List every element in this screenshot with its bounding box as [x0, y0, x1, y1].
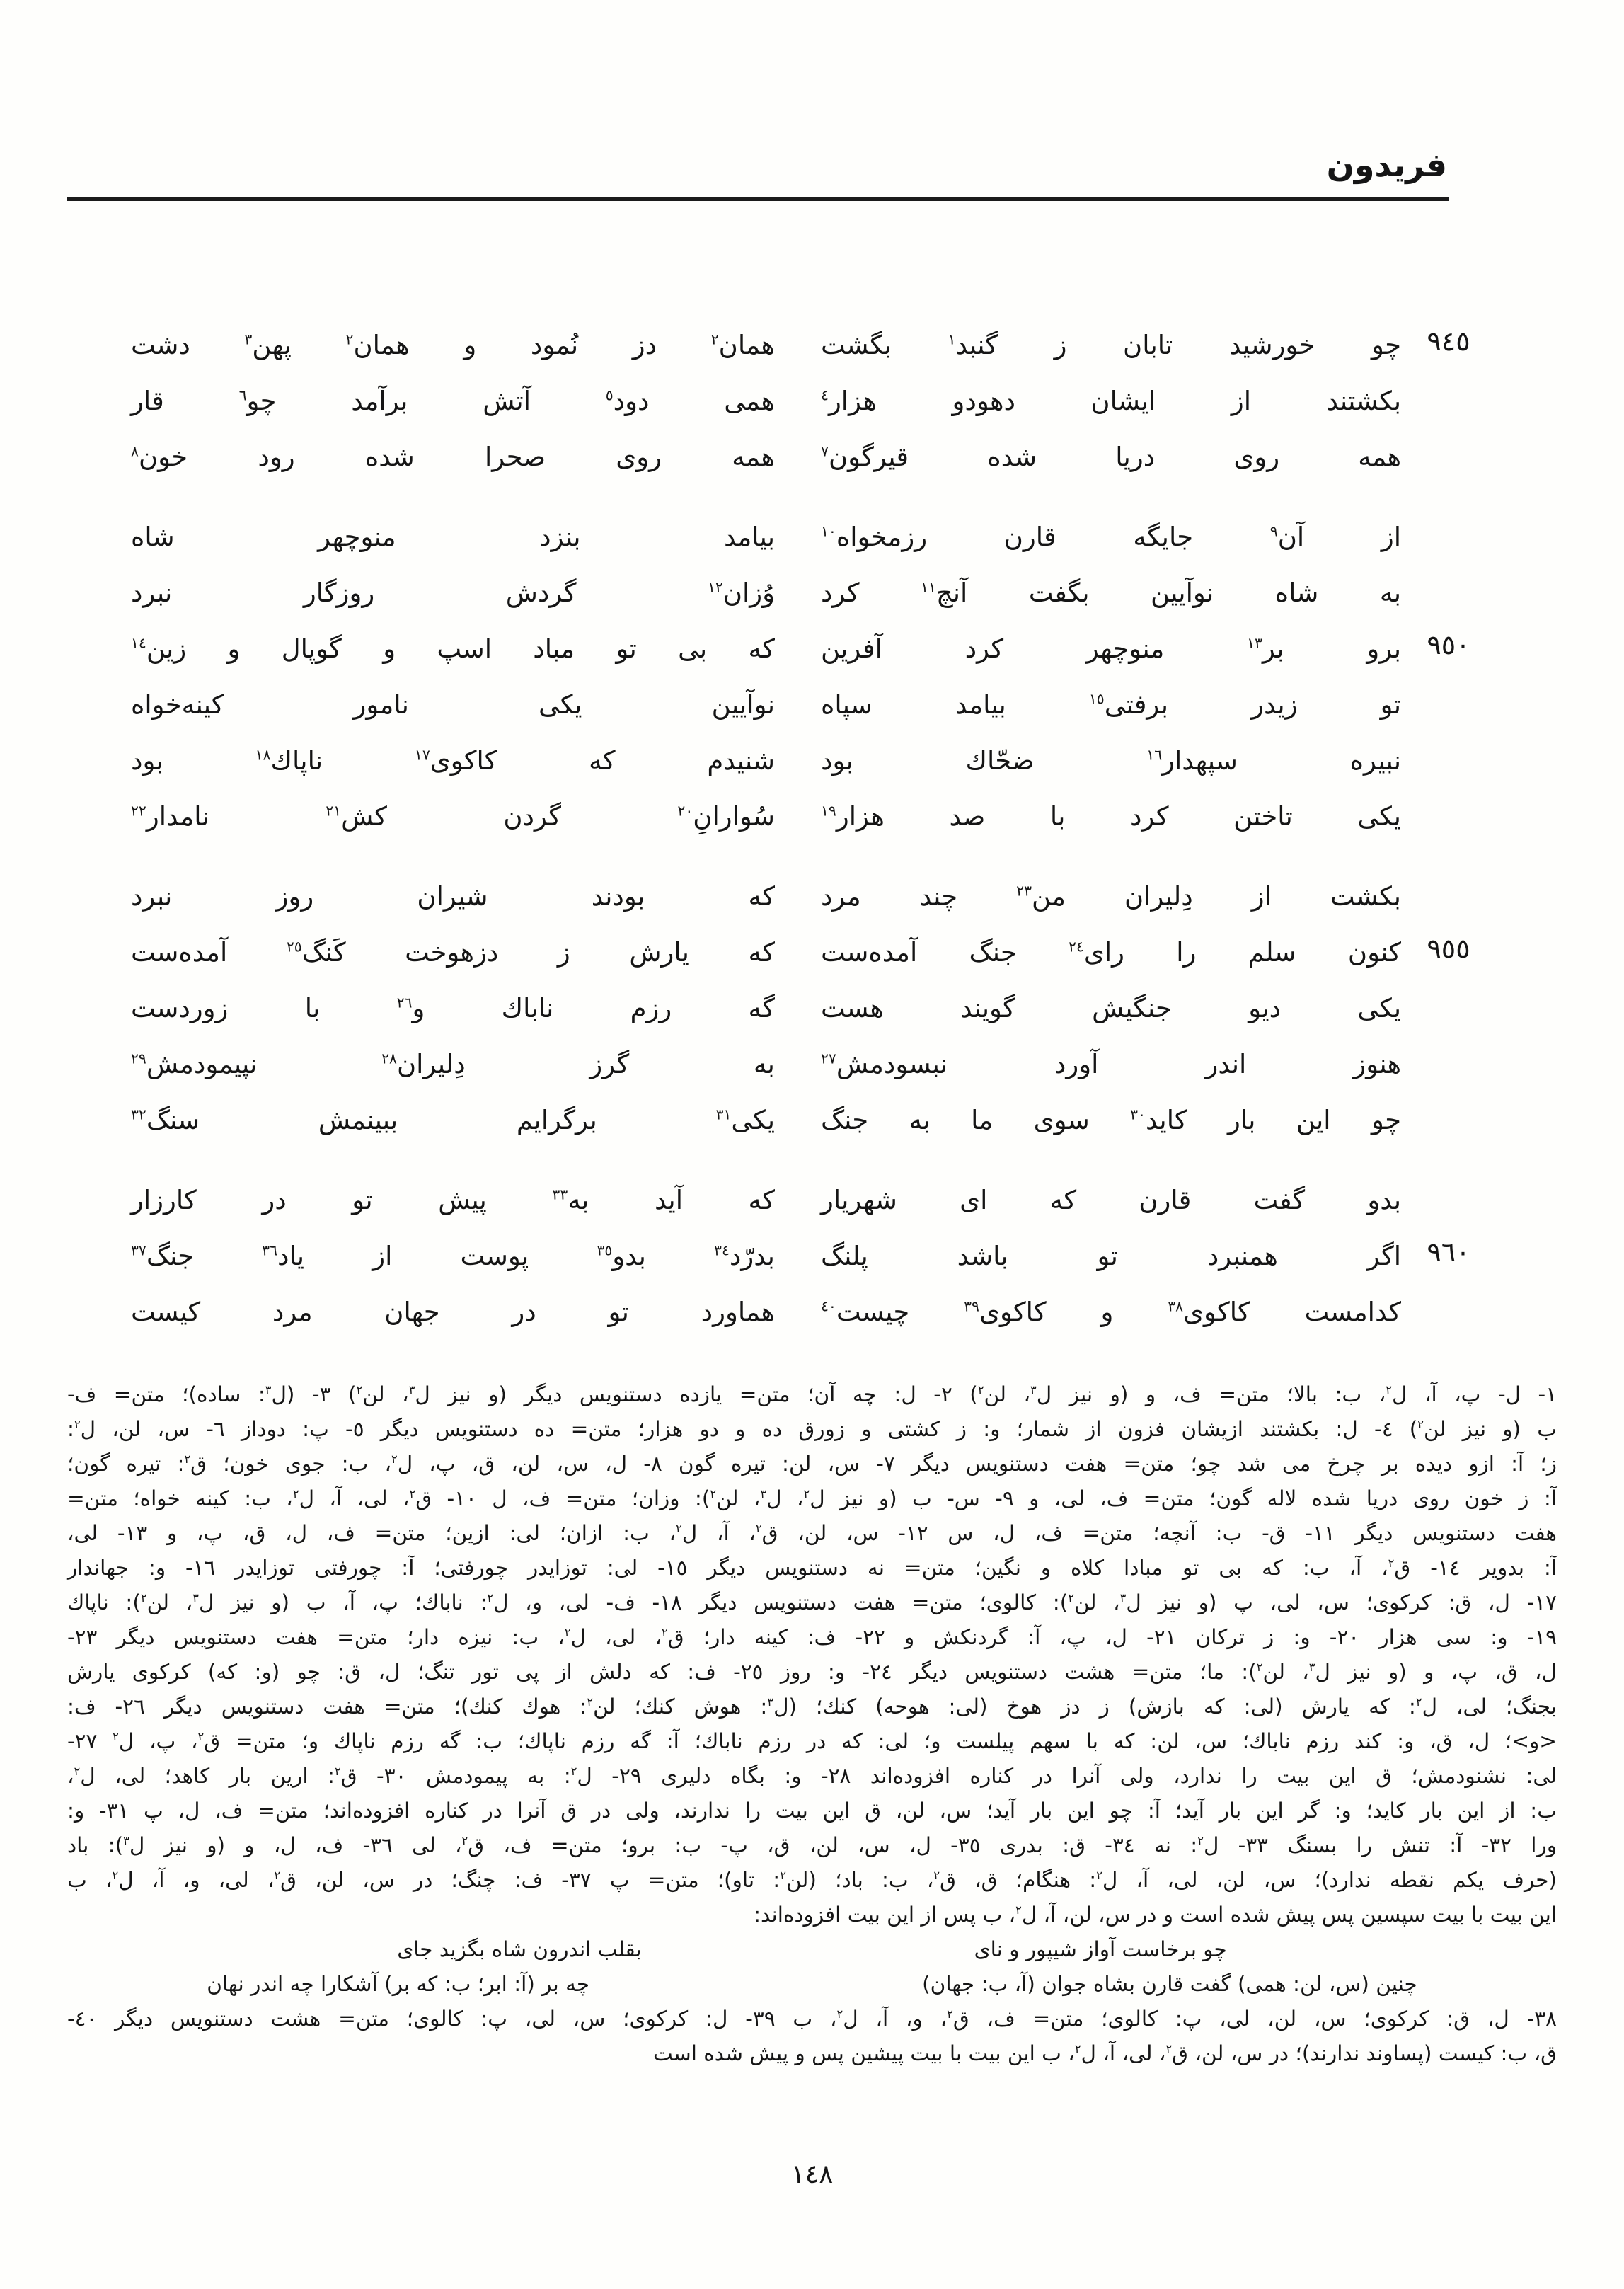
footnote-text: ١٧- ل، ق: کرکوی؛ س، لی، پ (و نیز ل$^٣$، لن$^٢$): کالوی؛ متن= هفت دستنویس دیگر ١٨- ف- لی، و، ل$^٢$: ناباك؛ پ، آ، ب (و نیز ل$^٣$، لن$^٢$): ناپاك — [67, 1590, 1557, 1614]
couplet-row — [0, 432, 1624, 488]
verse-number: ٩٦٠ — [1427, 1237, 1470, 1268]
couplet-row — [0, 1175, 1624, 1231]
footnote-text: بجنگ؛ لی، ل$^٢$: که یارش (لی: که بازش) ز دز هوخ (لی: هوحه) کنك؛ (ل$^٣$: هوش کنك؛ لن$^٢$: هوك کنك)؛ متن= هفت دستنویس دیگر ٢٦- ف: — [67, 1694, 1557, 1719]
hemistich-left: همه روی صحرا شده رود خون$^٨$ — [131, 442, 775, 472]
footnote-line — [67, 1724, 1557, 1759]
footnote-line — [67, 1412, 1557, 1447]
footnote-text: ب: از این بار کاید؛ و: گر این بار آید؛ آ: چو این بار آید؛ س، لن، ق این بیت را ندارند، ولی در ق آنرا در کناره افزوده‌اند؛ متن= ف، ل، پ ٣١- و: — [67, 1798, 1557, 1823]
footnote-verse-right: چو برخاست آواز شیپور و نای — [974, 1937, 1227, 1961]
hemistich-right: از آن$^٩$ جایگه قارن رزمخواه$^{١٠}$ — [821, 522, 1401, 552]
running-title: فریدون — [1326, 146, 1447, 184]
couplet-row — [0, 1095, 1624, 1151]
couplet-row — [0, 568, 1624, 624]
couplet-row — [0, 735, 1624, 791]
hemistich-left: بدرّد$^{٣٤}$ بدو$^{٣٥}$ پوست از یاد$^{٣٦}$ جنگ$^{٣٧}$ — [131, 1241, 775, 1271]
hemistich-right: اگر همنبرد تو باشد پلنگ — [821, 1241, 1401, 1271]
footnote-text: ز؛ آ: ازو دیده بر چرخ می شد چو؛ متن= هفت دستنویس دیگر ٧- س، لن: تیره گون ٨- ل، س، لن، ق، پ، ل$^٢$، ب: جوی خون؛ ق$^٢$: تیره گون؛ — [67, 1452, 1557, 1476]
couplet-row — [0, 320, 1624, 376]
couplet-row — [0, 376, 1624, 432]
critical-apparatus — [67, 1377, 1557, 2071]
couplet-row — [0, 983, 1624, 1039]
hemistich-left: بیامد بنزد منوچهر شاه — [131, 522, 775, 552]
footnote-line — [67, 1967, 1557, 2002]
hemistich-right: بدو گفت قارن که ای شهریار — [821, 1185, 1401, 1215]
hemistich-right: برو بر$^{١٣}$ منوچهر کرد آفرین — [821, 633, 1401, 664]
hemistich-left: که بی تو مباد اسپ و گوپال و زین$^{١٤}$ — [131, 633, 775, 664]
hemistich-right: کنون سلم را رای$^{٢٤}$ جنگ آمده‌ست — [821, 937, 1401, 968]
footnote-line — [67, 1551, 1557, 1585]
hemistich-right: همه روی دریا شده قیرگون$^٧$ — [821, 442, 1401, 472]
hemistich-right: یکی تاختن کرد با صد هزار$^{١٩}$ — [821, 801, 1401, 832]
footnote-text: ٣٨- ل، ق: کرکوی؛ س، لن، لی، پ: کالوی؛ متن= ف، ق$^٢$، و، آ، ل$^٢$، ب ٣٩- ل: کرکوی؛ س، لی، پ: کالوی؛ متن= هشت دستنویس دیگر ٤٠- — [67, 2007, 1557, 2031]
hemistich-right: تو زیدر برفتی$^{١٥}$ بیامد سپاه — [821, 689, 1402, 720]
couplet-row — [0, 679, 1624, 735]
poem-couplets — [0, 320, 1624, 1343]
couplet-row — [0, 1287, 1624, 1343]
hemistich-right: به شاه نوآیین بگفت آنچ$^{١١}$ کرد — [821, 578, 1401, 608]
hemistich-left: نوآیین یکی نامور کینه‌خواه — [131, 689, 775, 720]
hemistich-right: چو این بار کاید$^{٣٠}$ سوی ما به جنگ — [821, 1105, 1401, 1135]
hemistich-left: شنیدم که کاکوی$^{١٧}$ ناپاك$^{١٨}$ بود — [131, 745, 775, 776]
footnote-text: ق، ب: کیست (پساوند ندارند)؛ در س، لن، ق$^٢$، لی، آ، ل$^٢$، ب این بیت با بیت پیشین پس و پیش شده است — [653, 2041, 1557, 2065]
footnote-text: <و>؛ ل، ق، و: کند رزم ناباك؛ س، لن: که با سهم پیلست و؛ لی: که در رزم ناباك؛ آ: گه رزم ناپاك؛ ب: گه رزم ناپاك و؛ متن= ق$^٢$، پ، ل$^٢$ ٢٧- — [67, 1729, 1557, 1753]
hemistich-left: که آید به$^{٣٣}$ پیش تو در کارزار — [131, 1185, 775, 1215]
footnote-text: ١- ل- پ، آ، ل$^٢$، ب: بالا؛ متن= ف، و (و نیز ل$^٣$، لن$^٢$) ٢- ل: چه آن؛ متن= یازده دستنویس دیگر (و نیز ل$^٣$، لن$^٢$) ٣- (ل$^٣$: ساده)؛ متن= ف- — [67, 1382, 1557, 1406]
page-number: ١٤٨ — [790, 2159, 834, 2189]
hemistich-left: یکی$^{٣١}$ برگرایم ببینمش سنگ$^{٣٢}$ — [131, 1105, 775, 1135]
footnote-text: ب (و نیز لن$^٢$) ٤- ل: بکشتند ازیشان فزون از شمار؛ و: ز کشتی و زورق ده و دو هزار؛ متن= ده دستنویس دیگر ٥- پ: دوداز ٦- س، لن، ل$^٢$: — [67, 1417, 1557, 1441]
footnote-line — [67, 1690, 1557, 1724]
footnote-text: آ: ز خون روی دریا شده لاله گون؛ متن= ف، لی، و ٩- س- ب (و نیز ل$^٢$، ل$^٣$، لن$^٢$): وزان؛ متن= ف، ل ١٠- ق$^٢$، لی، آ، ل$^٢$، ب: کینه خواه؛ متن= — [67, 1486, 1557, 1510]
hemistich-left: که بودند شیران روز نبرد — [131, 881, 775, 912]
footnote-line — [67, 1620, 1557, 1655]
footnote-line — [67, 1898, 1557, 1932]
footnote-text: آ: بدویر ١٤- ق$^٢$، آ، ب: که بی تو مبادا کلاه و نگین؛ متن= نه دستنویس دیگر ١٥- لی: توزایدر چورفتی؛ آ: چورفتی توزایدر ١٦- و: جهاندار — [67, 1556, 1557, 1580]
footnote-verse-right: چنین (س، لن: همی) گفت قارن بشاه جوان (آ، ب: جهان) — [922, 1972, 1417, 1996]
hemistich-left: همان$^٢$ دز نُمود و همان$^٢$ پهن$^٣$ دشت — [131, 330, 776, 360]
couplet-row — [0, 1231, 1624, 1287]
hemistich-left: سُوارانِ$^{٢٠}$ گردن کش$^{٢١}$ نامدار$^{٢٢}$ — [131, 801, 775, 832]
hemistich-right: بکشتند از ایشان دهودو هزار$^٤$ — [821, 386, 1401, 416]
couplet-row — [0, 512, 1624, 568]
footnote-text: هفت دستنویس دیگر ١١- ق- ب: آنچه؛ متن= ف، ل، س ١٢- س، لن، ق$^٢$، آ، ل$^٢$، ب: ازان؛ لی: ازین؛ متن= ف، ل، ق، پ، و ١٣- لی، — [67, 1521, 1557, 1545]
footnote-line — [67, 1516, 1557, 1551]
hemistich-right: چو خورشید تابان ز گنبد$^١$ بگشت — [821, 330, 1401, 360]
footnote-verse-left: بقلب اندرون شاه بگزید جای — [397, 1937, 642, 1961]
couplet-row — [0, 871, 1624, 927]
hemistich-right: بکشت از دِلیران من$^{٢٣}$ چند مرد — [821, 881, 1401, 912]
footnote-text: ١٩- و: سی هزار ٢٠- و: ز ترکان ٢١- ل، پ، آ: گردنکش و ٢٢- ف: کینه دار؛ ق$^٢$، لی، ل$^٢$، ب: نیزه دار؛ متن= هفت دستنویس دیگر ٢٣- — [67, 1625, 1557, 1649]
footnote-line — [67, 2036, 1557, 2071]
footnote-text: این بیت با بیت سپسین پس پیش شده است و در س، لن، آ، ل$^٢$، ب پس از این بیت افزوده‌اند: — [754, 1903, 1557, 1927]
couplet-row — [0, 1039, 1624, 1095]
footnote-line — [67, 1759, 1557, 1794]
footnote-text: ل، ق، پ، و (و نیز ل$^٣$، لن$^٢$): ما؛ متن= هشت دستنویس دیگر ٢٤- و: روز ٢٥- ف: که دلش از پی تور تنگ؛ ل، ق: چو (و: که) کرکوی یارش — [67, 1660, 1557, 1684]
footnote-line — [67, 1481, 1557, 1516]
footnote-line — [67, 1863, 1557, 1898]
hemistich-right: کدامست کاکوی$^{٣٨}$ و کاکوی$^{٣٩}$ چیست$^{٤٠}$ — [821, 1297, 1401, 1327]
footnote-text: (حرف یکم نقطه ندارد)؛ س، لن، لی، آ، ل$^٢$: هنگام؛ ق، ق$^٢$، ب: باد؛ (لن$^٢$: تاو)؛ متن= پ ٣٧- ف: چنگ؛ در س، لن، ق$^٢$، لی، و، آ، ل$^٢$، ب — [67, 1868, 1557, 1892]
hemistich-right: یکی دیو جنگیش گویند هست — [821, 993, 1401, 1023]
hemistich-left: که یارش ز دزهوخت کَنگ$^{٢٥}$ آمده‌ست — [131, 937, 776, 968]
footnote-text: لی: نشنودمش؛ ق این بیت را ندارد، ولی آنرا در کناره افزوده‌اند ٢٨- و: بگاه دلیری ٢٩- ل$^٢$: به پیمودمش ٣٠- ق$^٢$: ارین بار کاهد؛ لی، ل$^٢$، — [67, 1764, 1557, 1788]
hemistich-left: گه رزم ناباك و$^{٢٦}$ با زوردست — [131, 993, 775, 1023]
footnote-line — [67, 1585, 1557, 1620]
footnote-line — [67, 1932, 1557, 1967]
couplet-row — [0, 624, 1624, 679]
verse-number: ٩٥٥ — [1427, 933, 1470, 964]
hemistich-right: نبیره سپهدار$^{١٦}$ ضحّاك بود — [821, 745, 1401, 776]
hemistich-right: هنوز اندر آورد نبسودمش$^{٢٧}$ — [821, 1049, 1401, 1079]
hemistich-left: به گرز دِلیران$^{٢٨}$ نپیمودمش$^{٢٩}$ — [131, 1049, 775, 1079]
footnote-line — [67, 1377, 1557, 1412]
hemistich-left: همی دود$^٥$ آتش برآمد چو$^٦$ قار — [131, 386, 775, 416]
couplet-row — [0, 791, 1624, 847]
header-rule-divider — [67, 197, 1449, 201]
verse-number: ٩٤٥ — [1427, 326, 1470, 357]
footnote-verse-left: چه بر (آ: ابر؛ ب: که بر) آشکارا چه اندر نهان — [207, 1972, 590, 1996]
footnote-text: ورا ٣٢- آ: تنش را بسنگ ٣٣- ل$^٢$: نه ٣٤- ق: بدری ٣٥- ل، س، لن، ق، پ- ب: برو؛ متن= ف، ق$^٢$، لی ٣٦- ف، ل، و (و نیز ل$^٣$): باد — [67, 1833, 1557, 1857]
hemistich-left: وُزان$^{١٢}$ گردش روزگار نبرد — [131, 578, 775, 608]
footnote-line — [67, 1794, 1557, 1828]
footnote-line — [67, 1828, 1557, 1863]
footnote-line — [67, 2002, 1557, 2036]
footnote-line — [67, 1447, 1557, 1481]
hemistich-left: هماورد تو در جهان مرد کیست — [131, 1297, 775, 1327]
verse-number: ٩٥٠ — [1427, 629, 1470, 660]
couplet-row — [0, 927, 1624, 983]
footnote-line — [67, 1655, 1557, 1690]
